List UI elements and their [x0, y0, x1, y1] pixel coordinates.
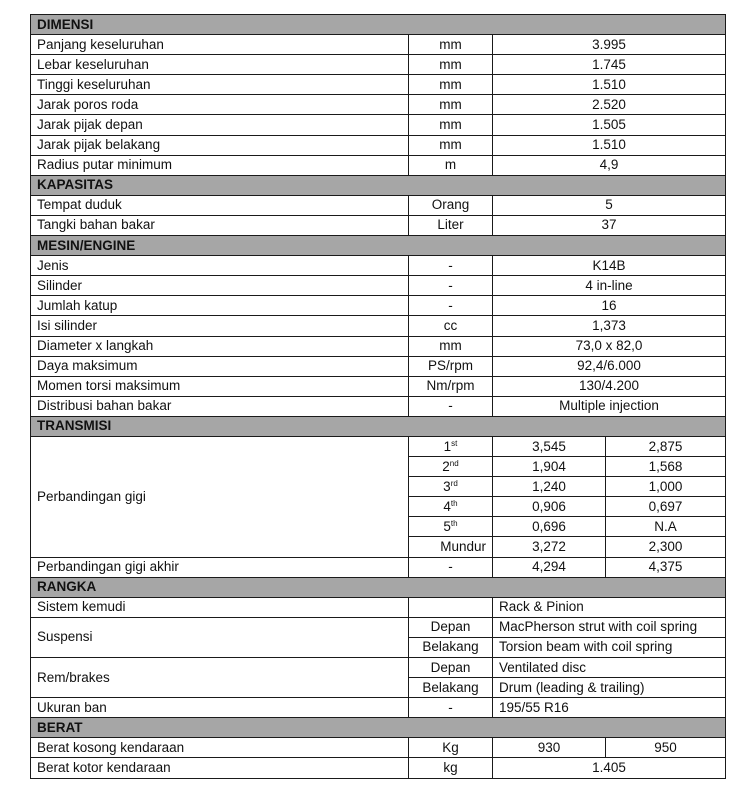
curb-weight-col2: 950 [606, 738, 726, 758]
brakes-rear-position: Belakang [409, 678, 493, 698]
suspension-label: Suspensi [31, 617, 409, 657]
brakes-front-position: Depan [409, 658, 493, 678]
suspension-rear-position: Belakang [409, 637, 493, 657]
gear-number-text: 5 [443, 518, 451, 534]
spec-value: 1.510 [493, 135, 726, 155]
spec-value: 1,373 [493, 316, 726, 336]
gear-ratio-col2: 2,875 [606, 436, 726, 456]
spec-row [31, 135, 726, 155]
spec-value: 4,9 [493, 155, 726, 175]
section-header-row [31, 416, 726, 436]
spec-unit: Orang [409, 195, 493, 215]
suspension-front-row [31, 617, 726, 637]
spec-unit: PS/rpm [409, 356, 493, 376]
steering-unit [409, 597, 493, 617]
gear-ratio-col2: 2,300 [606, 537, 726, 557]
spec-unit: - [409, 256, 493, 276]
spec-label: Radius putar minimum [31, 155, 409, 175]
spec-value: 37 [493, 215, 726, 235]
spec-label: Panjang keseluruhan [31, 35, 409, 55]
gear-ratio-col2: N.A [606, 517, 726, 537]
gear-ratio-col1: 1,904 [493, 457, 606, 477]
gear-ordinal-suffix: nd [449, 458, 459, 468]
steering-row [31, 597, 726, 617]
steering-label: Sistem kemudi [31, 597, 409, 617]
section-header-row [31, 236, 726, 256]
spec-label: Jarak pijak depan [31, 115, 409, 135]
spec-label: Momen torsi maksimum [31, 376, 409, 396]
gear-number [409, 517, 493, 537]
spec-unit: Liter [409, 215, 493, 235]
final-ratio-row [31, 557, 726, 577]
spec-value: Multiple injection [493, 396, 726, 416]
spec-unit: Nm/rpm [409, 376, 493, 396]
brakes-front-row [31, 658, 726, 678]
spec-value: 1.510 [493, 75, 726, 95]
gear-number-text: 4 [443, 498, 451, 514]
spec-table [30, 14, 726, 779]
spec-value: 1.745 [493, 55, 726, 75]
spec-row [31, 316, 726, 336]
gross-weight-unit: kg [409, 758, 493, 778]
gross-weight-label: Berat kotor kendaraan [31, 758, 409, 778]
spec-row [31, 95, 726, 115]
spec-value: 5 [493, 195, 726, 215]
spec-row [31, 276, 726, 296]
spec-row [31, 296, 726, 316]
spec-row [31, 195, 726, 215]
gross-weight-value: 1.405 [493, 758, 726, 778]
gear-ratio-col1: 3,272 [493, 537, 606, 557]
section-header-row [31, 718, 726, 738]
section-header: KAPASITAS [31, 175, 726, 195]
section-header: DIMENSI [31, 15, 726, 35]
spec-label: Tempat duduk [31, 195, 409, 215]
gear-ratio-col2: 1,568 [606, 457, 726, 477]
brakes-rear-value: Drum (leading & trailing) [493, 678, 726, 698]
spec-unit: mm [409, 115, 493, 135]
gear-number-text: Mundur [440, 538, 486, 554]
spec-label: Jarak poros roda [31, 95, 409, 115]
spec-label: Silinder [31, 276, 409, 296]
gear-ratio-col1: 3,545 [493, 436, 606, 456]
gear-number-text: 2 [442, 458, 450, 474]
gross-weight-row [31, 758, 726, 778]
spec-unit: mm [409, 95, 493, 115]
spec-label: Diameter x langkah [31, 336, 409, 356]
spec-row [31, 35, 726, 55]
final-ratio-col2: 4,375 [606, 557, 726, 577]
spec-unit: mm [409, 35, 493, 55]
spec-unit: cc [409, 316, 493, 336]
section-header: RANGKA [31, 577, 726, 597]
tire-label: Ukuran ban [31, 698, 409, 718]
spec-label: Daya maksimum [31, 356, 409, 376]
spec-row [31, 75, 726, 95]
gear-number-text: 1 [443, 438, 452, 454]
curb-weight-label: Berat kosong kendaraan [31, 738, 409, 758]
spec-value: 3.995 [493, 35, 726, 55]
gear-number [409, 457, 493, 477]
spec-value: 4 in-line [493, 276, 726, 296]
spec-row [31, 376, 726, 396]
gear-ordinal-suffix: th [450, 498, 458, 508]
gear-ordinal-suffix: st [451, 438, 458, 448]
spec-label: Tangki bahan bakar [31, 215, 409, 235]
spec-unit: - [409, 296, 493, 316]
section-header: MESIN/ENGINE [31, 236, 726, 256]
gear-number [409, 436, 493, 456]
gear-ratio-col2: 1,000 [606, 477, 726, 497]
gear-ratio-col1: 0,906 [493, 497, 606, 517]
spec-value: 16 [493, 296, 726, 316]
spec-unit: mm [409, 55, 493, 75]
steering-value: Rack & Pinion [493, 597, 726, 617]
gear-ratio-col1: 0,696 [493, 517, 606, 537]
section-header: TRANSMISI [31, 416, 726, 436]
brakes-label: Rem/brakes [31, 658, 409, 698]
final-ratio-label: Perbandingan gigi akhir [31, 557, 409, 577]
spec-value: 1.505 [493, 115, 726, 135]
spec-table-body [31, 15, 726, 779]
section-header-row [31, 577, 726, 597]
section-header-row [31, 175, 726, 195]
section-header-row [31, 15, 726, 35]
spec-row [31, 155, 726, 175]
section-header: BERAT [31, 718, 726, 738]
spec-value: 92,4/6.000 [493, 356, 726, 376]
spec-unit: mm [409, 135, 493, 155]
spec-value: K14B [493, 256, 726, 276]
curb-weight-unit: Kg [409, 738, 493, 758]
spec-row [31, 356, 726, 376]
gear-ordinal-suffix: rd [450, 478, 458, 488]
spec-unit: - [409, 396, 493, 416]
gear-ordinal-suffix: th [450, 518, 458, 528]
spec-value: 130/4.200 [493, 376, 726, 396]
brakes-front-value: Ventilated disc [493, 658, 726, 678]
suspension-front-value: MacPherson strut with coil spring [493, 617, 726, 637]
spec-label: Jumlah katup [31, 296, 409, 316]
spec-unit: - [409, 276, 493, 296]
tire-value: 195/55 R16 [493, 698, 726, 718]
spec-label: Tinggi keseluruhan [31, 75, 409, 95]
curb-weight-row [31, 738, 726, 758]
spec-label: Isi silinder [31, 316, 409, 336]
gear-number [409, 497, 493, 517]
suspension-rear-value: Torsion beam with coil spring [493, 637, 726, 657]
spec-row [31, 336, 726, 356]
curb-weight-col1: 930 [493, 738, 606, 758]
spec-value: 2.520 [493, 95, 726, 115]
gear-number [409, 477, 493, 497]
spec-unit: mm [409, 75, 493, 95]
spec-unit: m [409, 155, 493, 175]
spec-value: 73,0 x 82,0 [493, 336, 726, 356]
spec-row [31, 215, 726, 235]
spec-label: Distribusi bahan bakar [31, 396, 409, 416]
tire-unit: - [409, 698, 493, 718]
gear-number [409, 537, 493, 557]
gear-ratio-col1: 1,240 [493, 477, 606, 497]
spec-unit: mm [409, 336, 493, 356]
spec-row [31, 55, 726, 75]
spec-row [31, 256, 726, 276]
spec-label: Jenis [31, 256, 409, 276]
spec-row [31, 115, 726, 135]
gear-row [31, 436, 726, 456]
gear-ratio-label: Perbandingan gigi [31, 436, 409, 557]
tire-row [31, 698, 726, 718]
gear-ratio-col2: 0,697 [606, 497, 726, 517]
spec-label: Lebar keseluruhan [31, 55, 409, 75]
final-ratio-unit: - [409, 557, 493, 577]
suspension-front-position: Depan [409, 617, 493, 637]
gear-number-text: 3 [443, 478, 451, 494]
spec-row [31, 396, 726, 416]
final-ratio-col1: 4,294 [493, 557, 606, 577]
spec-label: Jarak pijak belakang [31, 135, 409, 155]
